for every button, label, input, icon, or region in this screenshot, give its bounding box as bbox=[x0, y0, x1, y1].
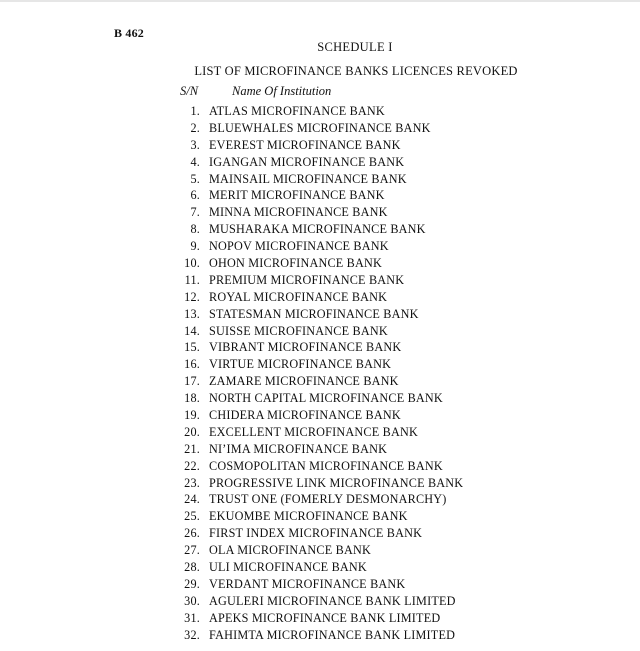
serial-number: 18. bbox=[184, 391, 200, 406]
list-item bbox=[0, 272, 640, 289]
list-item bbox=[0, 593, 640, 610]
list-title: LIST OF MICROFINANCE BANKS LICENCES REVOKED bbox=[194, 64, 518, 78]
list-item bbox=[0, 525, 640, 542]
serial-number: 20. bbox=[184, 424, 200, 439]
list-item bbox=[0, 103, 640, 120]
serial-number: 32. bbox=[184, 627, 200, 642]
institution-name: IGANGAN MICROFINANCE BANK bbox=[209, 154, 405, 169]
list-item bbox=[0, 390, 640, 407]
institution-name: AGULERI MICROFINANCE BANK LIMITED bbox=[209, 593, 456, 608]
list-item bbox=[0, 542, 640, 559]
serial-number: 17. bbox=[184, 374, 200, 389]
serial-number: 26. bbox=[184, 526, 200, 541]
list-item bbox=[0, 171, 640, 188]
institution-name: STATESMAN MICROFINANCE BANK bbox=[209, 306, 419, 321]
serial-number: 27. bbox=[184, 543, 200, 558]
institution-name: EXCELLENT MICROFINANCE BANK bbox=[209, 424, 418, 439]
list-item bbox=[0, 137, 640, 154]
institution-name: MINNA MICROFINANCE BANK bbox=[209, 205, 388, 220]
serial-number: 13. bbox=[184, 306, 200, 321]
serial-number: 11. bbox=[184, 272, 200, 287]
serial-number: 15. bbox=[184, 340, 200, 355]
schedule-title: SCHEDULE I bbox=[317, 40, 393, 54]
list-item bbox=[0, 441, 640, 458]
serial-number: 24. bbox=[184, 492, 200, 507]
list-item bbox=[0, 356, 640, 373]
institution-name: EKUOMBE MICROFINANCE BANK bbox=[209, 509, 408, 524]
serial-number: 14. bbox=[184, 323, 200, 338]
institution-name: ULI MICROFINANCE BANK bbox=[209, 560, 367, 575]
institution-name: NORTH CAPITAL MICROFINANCE BANK bbox=[209, 391, 443, 406]
list-item bbox=[0, 475, 640, 492]
institution-name: TRUST ONE (FOMERLY DESMONARCHY) bbox=[209, 492, 447, 507]
serial-number: 7. bbox=[190, 205, 200, 220]
institution-name: FAHIMTA MICROFINANCE BANK LIMITED bbox=[209, 627, 456, 642]
list-item bbox=[0, 120, 640, 137]
serial-number: 29. bbox=[184, 576, 200, 591]
list-item bbox=[0, 508, 640, 525]
institution-name: EVEREST MICROFINANCE BANK bbox=[209, 137, 401, 152]
list-item bbox=[0, 339, 640, 356]
column-header-name: Name Of Institution bbox=[232, 84, 332, 98]
serial-number: 30. bbox=[184, 593, 200, 608]
list-item bbox=[0, 221, 640, 238]
list-item bbox=[0, 559, 640, 576]
list-item bbox=[0, 323, 640, 340]
serial-number: 6. bbox=[190, 188, 200, 203]
serial-number: 10. bbox=[184, 256, 200, 271]
list-item bbox=[0, 238, 640, 255]
serial-number: 23. bbox=[184, 475, 200, 490]
institution-name: VIRTUE MICROFINANCE BANK bbox=[209, 357, 392, 372]
serial-number: 12. bbox=[184, 289, 200, 304]
institution-name: ATLAS MICROFINANCE BANK bbox=[209, 104, 385, 118]
list-item bbox=[0, 627, 640, 644]
institution-name: APEKS MICROFINANCE BANK LIMITED bbox=[209, 610, 441, 625]
list-item bbox=[0, 289, 640, 306]
serial-number: 5. bbox=[190, 171, 200, 186]
list-item bbox=[0, 255, 640, 272]
serial-number: 8. bbox=[190, 222, 200, 237]
list-item bbox=[0, 610, 640, 627]
institution-name: PREMIUM MICROFINANCE BANK bbox=[209, 272, 405, 287]
institution-name: CHIDERA MICROFINANCE BANK bbox=[209, 408, 401, 423]
institution-name: PROGRESSIVE LINK MICROFINANCE BANK bbox=[209, 475, 464, 490]
list-item bbox=[0, 306, 640, 323]
institution-name: VERDANT MICROFINANCE BANK bbox=[209, 576, 406, 591]
institution-name: SUISSE MICROFINANCE BANK bbox=[209, 323, 388, 338]
list-item bbox=[0, 187, 640, 204]
institution-name: FIRST INDEX MICROFINANCE BANK bbox=[209, 526, 423, 541]
institution-name: ROYAL MICROFINANCE BANK bbox=[209, 289, 388, 304]
column-header-sn: S/N bbox=[180, 84, 199, 98]
list-item bbox=[0, 407, 640, 424]
serial-number: 28. bbox=[184, 560, 200, 575]
serial-number: 21. bbox=[184, 441, 200, 456]
serial-number: 31. bbox=[184, 610, 200, 625]
serial-number: 4. bbox=[190, 154, 200, 169]
institution-name: MAINSAIL MICROFINANCE BANK bbox=[209, 171, 407, 186]
list-item bbox=[0, 576, 640, 593]
page-reference: B 462 bbox=[114, 26, 145, 40]
list-item bbox=[0, 491, 640, 508]
list-item bbox=[0, 204, 640, 221]
institution-name: OHON MICROFINANCE BANK bbox=[209, 256, 383, 271]
serial-number: 2. bbox=[190, 120, 200, 135]
list-item bbox=[0, 373, 640, 390]
institution-name: NOPOV MICROFINANCE BANK bbox=[209, 239, 389, 254]
list-item bbox=[0, 154, 640, 171]
institution-name: COSMOPOLITAN MICROFINANCE BANK bbox=[209, 458, 443, 473]
institution-name: MUSHARAKA MICROFINANCE BANK bbox=[209, 222, 426, 237]
institution-name: ZAMARE MICROFINANCE BANK bbox=[209, 374, 399, 389]
institution-name: MERIT MICROFINANCE BANK bbox=[209, 188, 385, 203]
institution-name: NI’IMA MICROFINANCE BANK bbox=[209, 441, 388, 456]
institution-list bbox=[0, 103, 640, 644]
institution-name: OLA MICROFINANCE BANK bbox=[209, 543, 371, 558]
serial-number: 3. bbox=[190, 137, 200, 152]
serial-number: 1. bbox=[190, 104, 200, 118]
serial-number: 9. bbox=[190, 239, 200, 254]
institution-name: BLUEWHALES MICROFINANCE BANK bbox=[209, 120, 431, 135]
serial-number: 25. bbox=[184, 509, 200, 524]
list-item bbox=[0, 458, 640, 475]
list-item bbox=[0, 424, 640, 441]
serial-number: 22. bbox=[184, 458, 200, 473]
institution-name: VIBRANT MICROFINANCE BANK bbox=[209, 340, 402, 355]
serial-number: 16. bbox=[184, 357, 200, 372]
top-divider bbox=[0, 0, 640, 2]
serial-number: 19. bbox=[184, 408, 200, 423]
